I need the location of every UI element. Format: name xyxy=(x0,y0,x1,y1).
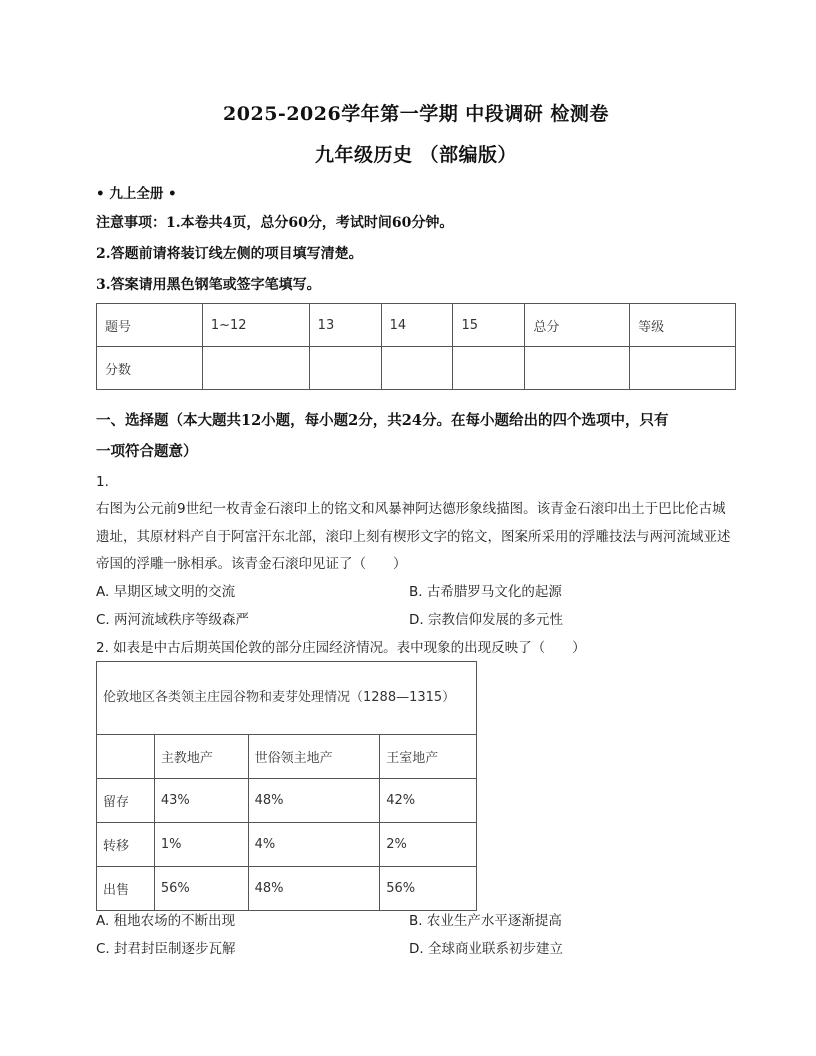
question-1-option-b: B. 古希腊罗马文化的起源 xyxy=(409,584,562,600)
score-cell xyxy=(381,347,453,390)
table-cell: 56% xyxy=(154,867,248,911)
exam-title: 2025-2026学年第一学期 中段调研 检测卷 xyxy=(223,103,609,125)
table-cell: 4% xyxy=(248,823,380,867)
question-2-option-b: B. 农业生产水平逐渐提高 xyxy=(409,913,562,929)
question-2-table xyxy=(96,661,477,911)
question-1-option-d: D. 宗教信仰发展的多元性 xyxy=(409,612,563,628)
score-header-cell: 1~12 xyxy=(202,304,309,347)
table-cell: 42% xyxy=(380,779,477,823)
table-cell: 2% xyxy=(380,823,477,867)
score-table xyxy=(96,303,736,390)
question-1-text: 右图为公元前9世纪一枚青金石滚印上的铭文和风暴神阿达德形象线描图。该青金石滚印出土于巴比伦古城遗址，其原材料产自于阿富汗东北部，滚印上刻有楔形文字的铭文，图案所采用的浮雕技法与两河流域亚述帝国的浮雕一脉相承。该青金石滚印见证了（ ） xyxy=(96,501,731,572)
table-cell: 1% xyxy=(154,823,248,867)
score-cell xyxy=(309,347,381,390)
table-header-cell: 王室地产 xyxy=(380,735,477,779)
table-header-cell: 主教地产 xyxy=(154,735,248,779)
score-cell xyxy=(525,347,630,390)
notice-line-3: 3.答案请用黑色钢笔或签字笔填写。 xyxy=(96,277,321,293)
table-cell: 48% xyxy=(248,867,380,911)
question-2-option-a: A. 租地农场的不断出现 xyxy=(96,913,236,929)
score-header-cell: 14 xyxy=(381,304,453,347)
score-header-cell: 13 xyxy=(309,304,381,347)
score-table-header-row xyxy=(97,304,736,347)
score-header-cell: 等级 xyxy=(630,304,736,347)
notice-line-1: 注意事项：1.本卷共4页，总分60分，考试时间60分钟。 xyxy=(96,215,454,231)
score-cell xyxy=(453,347,525,390)
score-cell xyxy=(202,347,309,390)
table-cell: 43% xyxy=(154,779,248,823)
question-1-option-c: C. 两河流域秩序等级森严 xyxy=(96,612,250,628)
section-heading-line-2: 一项符合题意） xyxy=(96,443,198,460)
question-2-table-header-row xyxy=(97,735,477,779)
exam-subtitle: 九年级历史 （部编版） xyxy=(314,144,518,166)
score-header-cell: 总分 xyxy=(525,304,630,347)
table-row xyxy=(97,779,477,823)
score-cell xyxy=(630,347,736,390)
table-row xyxy=(97,823,477,867)
score-row-label: 分数 xyxy=(97,347,203,390)
table-cell: 56% xyxy=(380,867,477,911)
table-row-label: 出售 xyxy=(97,867,155,911)
table-header-cell xyxy=(97,735,155,779)
question-2-option-c: C. 封君封臣制逐步瓦解 xyxy=(96,941,236,957)
score-header-cell: 15 xyxy=(453,304,525,347)
section-heading-line-1: 一、选择题（本大题共12小题，每小题2分，共24分。在每小题给出的四个选项中，只有 xyxy=(96,412,669,429)
notice-line-2: 2.答题前请将装订线左侧的项目填写清楚。 xyxy=(96,246,363,262)
question-2-text: 2. 如表是中古后期英国伦敦的部分庄园经济情况。表中现象的出现反映了（ ） xyxy=(96,640,586,656)
table-row-label: 留存 xyxy=(97,779,155,823)
question-1-number: 1. xyxy=(96,474,109,490)
table-cell: 48% xyxy=(248,779,380,823)
table-row xyxy=(97,867,477,911)
question-2-table-caption-row xyxy=(97,662,477,735)
question-2-table-caption: 伦敦地区各类领主庄园谷物和麦芽处理情况（1288—1315） xyxy=(97,662,477,735)
scope-note: • 九上全册 • xyxy=(96,186,177,202)
question-2-option-d: D. 全球商业联系初步建立 xyxy=(409,941,563,957)
table-row-label: 转移 xyxy=(97,823,155,867)
score-table-score-row xyxy=(97,347,736,390)
score-header-cell: 题号 xyxy=(97,304,203,347)
table-header-cell: 世俗领主地产 xyxy=(248,735,380,779)
question-1-option-a: A. 早期区域文明的交流 xyxy=(96,584,236,600)
